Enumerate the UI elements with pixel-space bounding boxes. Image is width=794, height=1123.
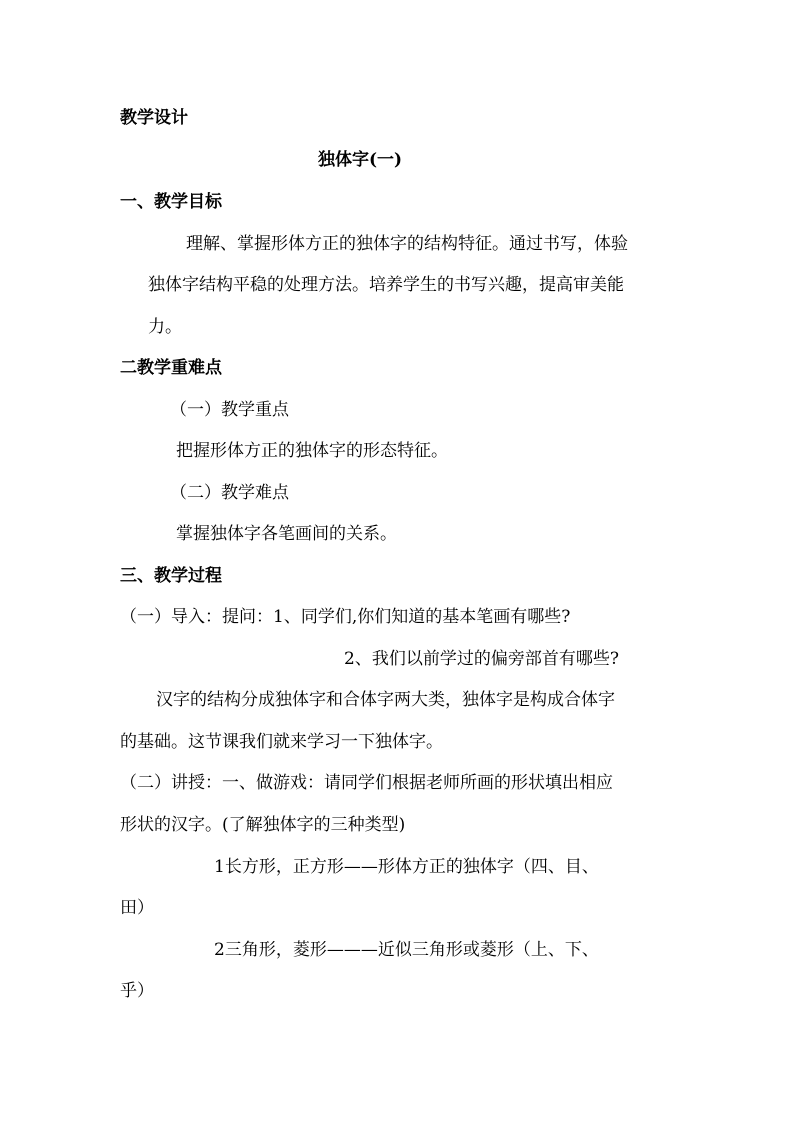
section1-line-1: 理解、掌握形体方正的独体字的结构特征。通过书写，体验 (186, 234, 628, 254)
section2-sub1-text: 把握形体方正的独体字的形态特征。 (176, 441, 448, 461)
type2-line-1: 2三角形，菱形———近似三角形或菱形（上、下、 (214, 940, 599, 960)
teach-line-2: 形状的汉字。(了解独体字的三种类型) (120, 815, 406, 835)
section1-heading: 一、教学目标 (120, 192, 222, 212)
doc-header: 教学设计 (120, 108, 188, 128)
section3-heading: 三、教学过程 (120, 566, 222, 586)
intro-line-2: 2、我们以前学过的偏旁部首有哪些? (344, 649, 619, 669)
teach-line-1: （二）讲授：一、做游戏：请同学们根据老师所画的形状填出相应 (120, 773, 613, 793)
section2-sub2-text: 掌握独体字各笔画间的关系。 (176, 524, 397, 544)
paragraph-line-2: 的基础。这节课我们就来学习一下独体字。 (120, 732, 443, 752)
section2-sub1-heading: （一）教学重点 (170, 400, 289, 420)
section2-sub2-heading: （二）教学难点 (170, 483, 289, 503)
type1-line-1: 1长方形，正方形——形体方正的独体字（四、目、 (214, 857, 599, 877)
type2-line-2: 乎） (120, 981, 154, 1001)
section1-line-2: 独体字结构平稳的处理方法。培养学生的书写兴趣，提高审美能 (148, 275, 624, 295)
section1-line-3: 力。 (148, 317, 182, 337)
doc-title: 独体字(一) (318, 150, 403, 170)
paragraph-line-1: 汉字的结构分成独体字和合体字两大类，独体字是构成合体字 (156, 690, 615, 710)
section2-heading: 二教学重难点 (120, 358, 222, 378)
intro-line-1: （一）导入：提问：1、同学们,你们知道的基本笔画有哪些? (120, 607, 571, 627)
type1-line-2: 田） (120, 898, 154, 918)
